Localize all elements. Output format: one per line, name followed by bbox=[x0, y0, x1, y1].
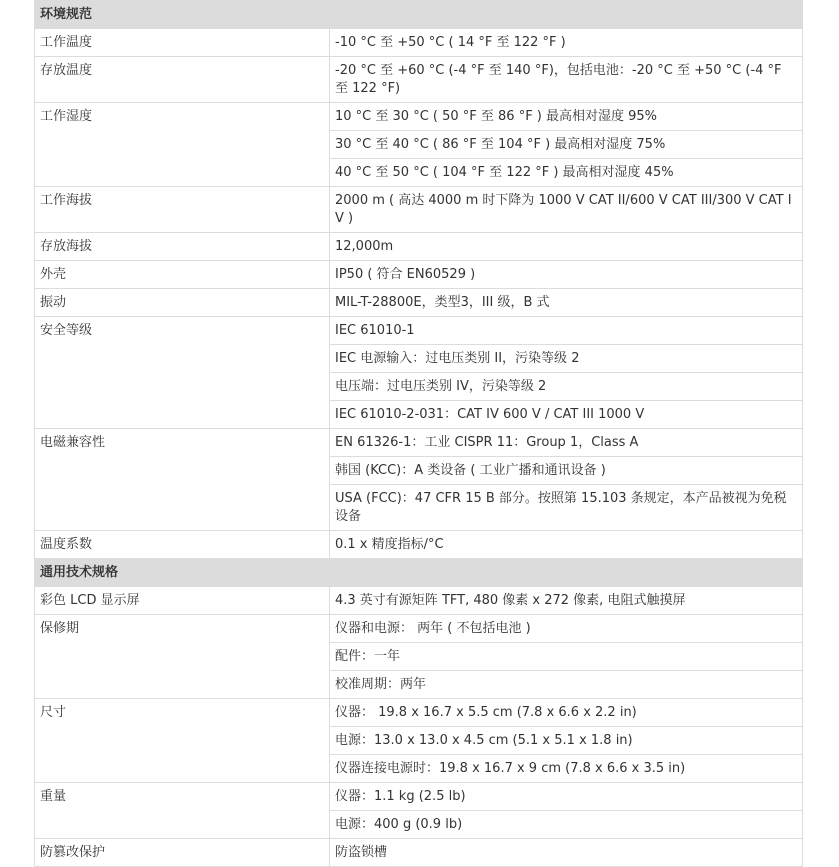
spec-label: 保修期 bbox=[35, 615, 330, 699]
spec-table bbox=[34, 0, 803, 867]
spec-value: 4.3 英寸有源矩阵 TFT, 480 像素 x 272 像素, 电阻式触摸屏 bbox=[330, 587, 803, 615]
spec-value: 电源：13.0 x 13.0 x 4.5 cm (5.1 x 5.1 x 1.8 in) bbox=[330, 727, 803, 755]
spec-value: 40 °C 至 50 °C ( 104 °F 至 122 °F ) 最高相对湿度 45% bbox=[330, 159, 803, 187]
spec-value: -10 °C 至 +50 °C ( 14 °F 至 122 °F ) bbox=[330, 29, 803, 57]
spec-row bbox=[35, 103, 803, 131]
spec-value: IEC 电源输入：过电压类别 II，污染等级 2 bbox=[330, 345, 803, 373]
spec-value: IP50 ( 符合 EN60529 ) bbox=[330, 261, 803, 289]
spec-value: 仪器连接电源时：19.8 x 16.7 x 9 cm (7.8 x 6.6 x 3.5 in) bbox=[330, 755, 803, 783]
spec-label: 彩色 LCD 显示屏 bbox=[35, 587, 330, 615]
spec-row bbox=[35, 261, 803, 289]
spec-row bbox=[35, 187, 803, 233]
spec-value: 仪器：1.1 kg (2.5 lb) bbox=[330, 783, 803, 811]
spec-label: 安全等级 bbox=[35, 317, 330, 429]
spec-row bbox=[35, 29, 803, 57]
spec-row bbox=[35, 317, 803, 345]
spec-value: IEC 61010-1 bbox=[330, 317, 803, 345]
spec-label: 外壳 bbox=[35, 261, 330, 289]
spec-row bbox=[35, 289, 803, 317]
spec-value: 电压端：过电压类别 IV，污染等级 2 bbox=[330, 373, 803, 401]
spec-row bbox=[35, 783, 803, 811]
spec-label: 振动 bbox=[35, 289, 330, 317]
spec-value: 仪器： 19.8 x 16.7 x 5.5 cm (7.8 x 6.6 x 2.2 in) bbox=[330, 699, 803, 727]
spec-row bbox=[35, 429, 803, 457]
spec-row bbox=[35, 57, 803, 103]
spec-value: 仪器和电源： 两年 ( 不包括电池 ) bbox=[330, 615, 803, 643]
section-header bbox=[35, 1, 803, 29]
section-title: 通用技术规格 bbox=[35, 559, 803, 587]
spec-value: 韩国 (KCC)：A 类设备 ( 工业广播和通讯设备 ) bbox=[330, 457, 803, 485]
spec-table-body bbox=[35, 1, 803, 867]
spec-label: 工作海拔 bbox=[35, 187, 330, 233]
spec-row bbox=[35, 233, 803, 261]
spec-label: 尺寸 bbox=[35, 699, 330, 783]
spec-value: 30 °C 至 40 °C ( 86 °F 至 104 °F ) 最高相对湿度 75% bbox=[330, 131, 803, 159]
spec-value: 12,000m bbox=[330, 233, 803, 261]
spec-label: 防篡改保护 bbox=[35, 839, 330, 867]
spec-value: IEC 61010-2-031：CAT IV 600 V / CAT III 1000 V bbox=[330, 401, 803, 429]
spec-value: MIL-T-28800E，类型3，III 级，B 式 bbox=[330, 289, 803, 317]
spec-value: 校准周期：两年 bbox=[330, 671, 803, 699]
section-header bbox=[35, 559, 803, 587]
spec-row bbox=[35, 531, 803, 559]
spec-row bbox=[35, 587, 803, 615]
spec-row bbox=[35, 839, 803, 867]
spec-value: 0.1 x 精度指标/°C bbox=[330, 531, 803, 559]
spec-row bbox=[35, 615, 803, 643]
spec-value: USA (FCC)：47 CFR 15 B 部分。按照第 15.103 条规定，本产品被视为免税设备 bbox=[330, 485, 803, 531]
spec-label: 温度系数 bbox=[35, 531, 330, 559]
spec-label: 重量 bbox=[35, 783, 330, 839]
spec-value: EN 61326-1：工业 CISPR 11：Group 1，Class A bbox=[330, 429, 803, 457]
spec-value: 2000 m ( 高达 4000 m 时下降为 1000 V CAT II/600 V CAT III/300 V CAT IV ) bbox=[330, 187, 803, 233]
spec-value: 电源：400 g (0.9 lb) bbox=[330, 811, 803, 839]
spec-value: 防盗锁槽 bbox=[330, 839, 803, 867]
section-title: 环境规范 bbox=[35, 1, 803, 29]
spec-row bbox=[35, 699, 803, 727]
spec-label: 工作湿度 bbox=[35, 103, 330, 187]
spec-value: 10 °C 至 30 °C ( 50 °F 至 86 °F ) 最高相对湿度 95% bbox=[330, 103, 803, 131]
spec-label: 电磁兼容性 bbox=[35, 429, 330, 531]
spec-label: 存放海拔 bbox=[35, 233, 330, 261]
spec-value: -20 °C 至 +60 °C (-4 °F 至 140 °F)，包括电池：-20 °C 至 +50 °C (-4 °F 至 122 °F) bbox=[330, 57, 803, 103]
spec-label: 工作温度 bbox=[35, 29, 330, 57]
spec-value: 配件：一年 bbox=[330, 643, 803, 671]
spec-label: 存放温度 bbox=[35, 57, 330, 103]
